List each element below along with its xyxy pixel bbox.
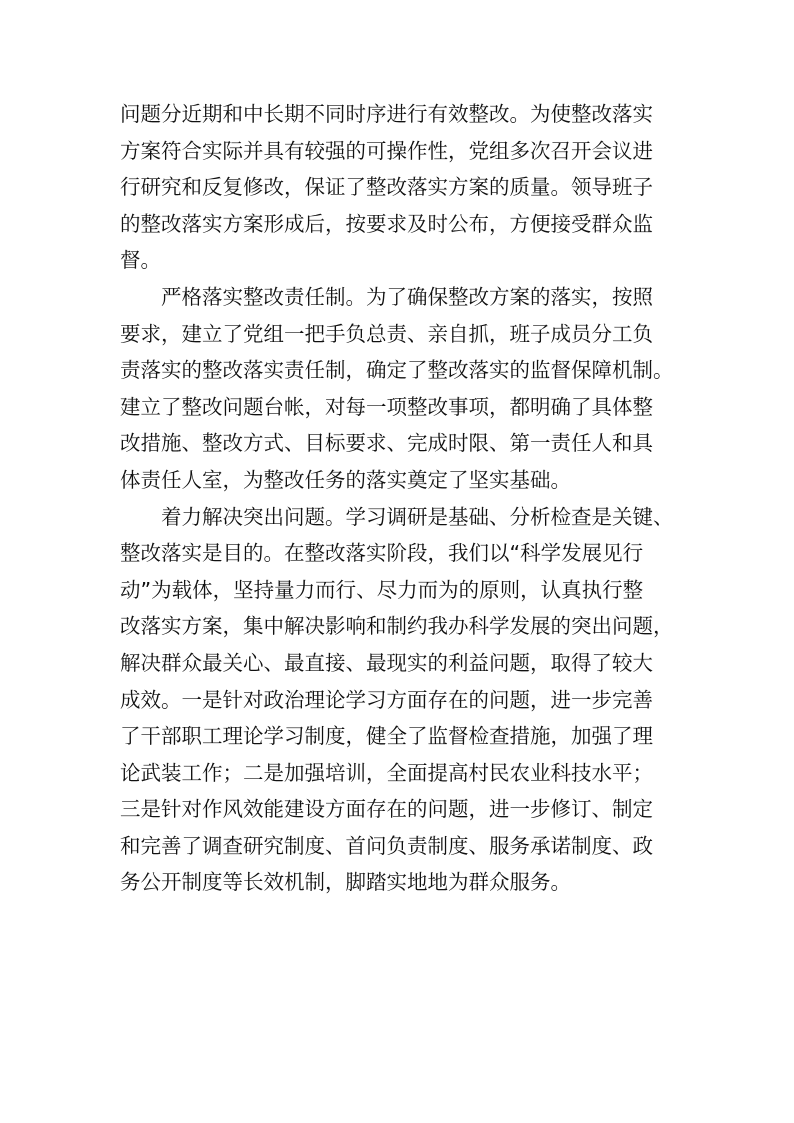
text-line: 改落实方案，集中解决影响和制约我办科学发展的突出问题， — [120, 614, 674, 639]
text-line: 动”为载体，坚持量力而行、尽力而为的原则，认真执行整 — [120, 577, 644, 602]
text-line: 三是针对作风效能建设方面存在的问题，进一步修订、制定 — [120, 797, 653, 822]
text-line: 行研究和反复修改，保证了整改落实方案的质量。领导班子 — [120, 175, 653, 200]
text-line: 方案符合实际并具有较强的可操作性，党组多次召开会议进 — [120, 138, 653, 163]
text-line: 改措施、整改方式、目标要求、完成时限、第一责任人和具 — [120, 431, 653, 456]
text-line: 督。 — [120, 248, 161, 273]
text-line: 和完善了调查研究制度、首问负责制度、服务承诺制度、政 — [120, 833, 653, 858]
text-line: 责落实的整改落实责任制，确定了整改落实的监督保障机制。 — [120, 358, 674, 383]
text-line: 的整改落实方案形成后，按要求及时公布，方便接受群众监 — [120, 211, 653, 236]
text-line: 体责任人室，为整改任务的落实奠定了坚实基础。 — [120, 467, 571, 492]
text-line: 解决群众最关心、最直接、最现实的利益问题，取得了较大 — [120, 650, 653, 675]
text-line: 建立了整改问题台帐，对每一项整改事项，都明确了具体整 — [120, 394, 653, 419]
text-line: 成效。一是针对政治理论学习方面存在的问题，进一步完善 — [120, 687, 653, 712]
text-line: 了干部职工理论学习制度，健全了监督检查措施，加强了理 — [120, 724, 653, 749]
paragraph-start-line: 严格落实整改责任制。为了确保整改方案的落实，按照 — [161, 284, 653, 309]
text-line: 论武装工作；二是加强培训，全面提高村民农业科技水平； — [120, 760, 653, 785]
document-body — [120, 96, 680, 901]
text-line: 问题分近期和中长期不同时序进行有效整改。为使整改落实 — [120, 102, 653, 126]
text-line: 要求，建立了党组一把手负总责、亲自抓，班子成员分工负 — [120, 321, 653, 346]
text-line: 整改落实是目的。在整改落实阶段，我们以“科学发展见行 — [120, 541, 644, 566]
paragraph-start-line: 着力解决突出问题。学习调研是基础、分析检查是关键、 — [161, 504, 674, 529]
text-line: 务公开制度等长效机制，脚踏实地地为群众服务。 — [120, 870, 571, 895]
